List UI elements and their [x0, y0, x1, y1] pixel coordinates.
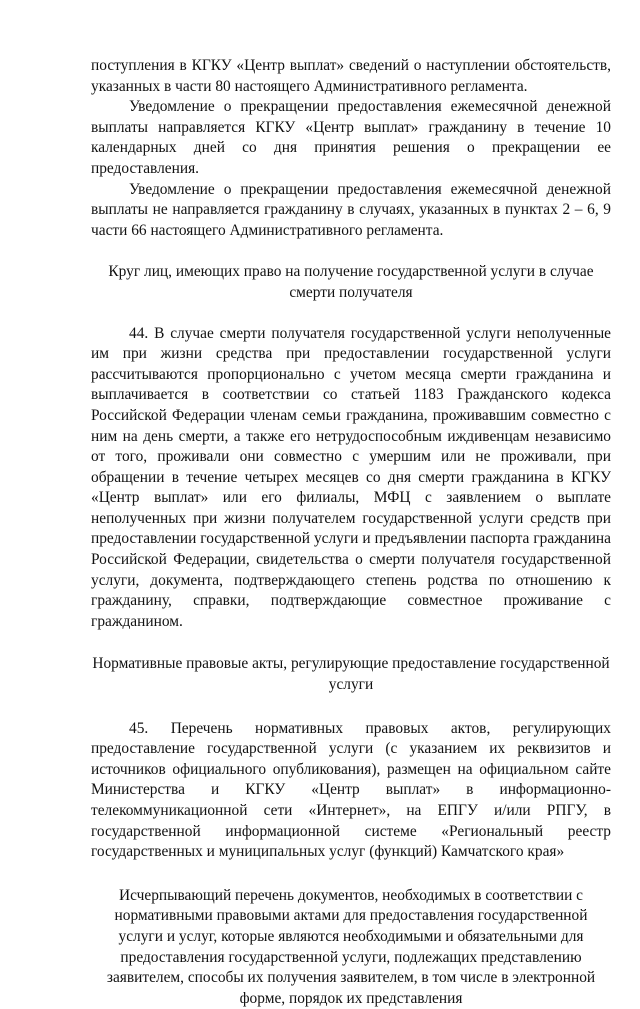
section-heading-legal-acts — [91, 654, 611, 695]
paragraph-notice-not-sent: Уведомление о прекращении предоставления ежемесячной денежной выплаты не направляется гражданину в случаях, указанных в пунктах 2 – 6, 9 части 66 настоящего Административного регламента. — [91, 180, 611, 239]
section-heading-documents-list — [91, 886, 611, 1009]
section-heading-text: Нормативные правовые акты, регулирующие предоставление государственной услуги — [92, 655, 610, 694]
document-body — [91, 56, 611, 1009]
section-heading-eligible-persons — [91, 262, 611, 303]
paragraph-44: 44. В случае смерти получателя государственной услуги неполученные им при жизни средства при предоставлении государственной услуги рассчитываются пропорционально с учетом месяца смерти гражданина и выплачивается в соответствии со статьей 1183 Гражданского кодекса Российской Федерации членам семьи гражданина, проживавшим совместно с ним на день смерти, а также его нетрудоспособным иждивенцам независимо от того, проживали они совместно с умершим или не проживали, при обращении в течение четырех месяцев со дня смерти гражданина в КГКУ «Центр выплат» или его филиалы, МФЦ с заявлением о выплате неполученных при жизни получателем государственной услуги средств при предоставлении государственной услуги и предъявлении паспорта гражданина Российской Федерации, свидетельства о смерти получателя государственной услуги, документа, подтверждающего степень родства по отношению к гражданину, справки, подтверждающие совместное проживание с гражданином. — [91, 324, 611, 630]
paragraph-notice-sent: Уведомление о прекращении предоставления ежемесячной денежной выплаты направляется КГКУ «Центр выплат» гражданину в течение 10 календарных дней со дня принятия решения о прекращении ее предоставления. — [91, 98, 611, 177]
paragraph-45: 45. Перечень нормативных правовых актов, регулирующих предоставление государственной услуги (с указанием их реквизитов и источников официального опубликования), размещен на официальном сайте Министерства и КГКУ «Центр выплат» в информационно-телекоммуникационной сети «Интернет», на ЕПГУ и/или РПГУ, в государственной информационной системе «Региональный реестр государственных и муниципальных услуг (функций) Камчатского края» — [91, 719, 611, 861]
section-heading-text: Круг лиц, имеющих право на получение государственной услуги в случае смерти получателя — [108, 263, 594, 301]
paragraph-continuation: поступления в КГКУ «Центр выплат» сведений о наступлении обстоятельств, указанных в части 80 настоящего Административного регламента. — [91, 57, 611, 95]
section-heading-text: Исчерпывающий перечень документов, необходимых в соответствии с нормативными правовыми актами для предоставления государственной услуги и услуг, которые являются необходимыми и обязательными для предоставления государственной услуги, подлежащих представлению заявителем, способы их получения заявителем, в том числе в электронной форме, порядок их представления — [106, 886, 596, 1007]
